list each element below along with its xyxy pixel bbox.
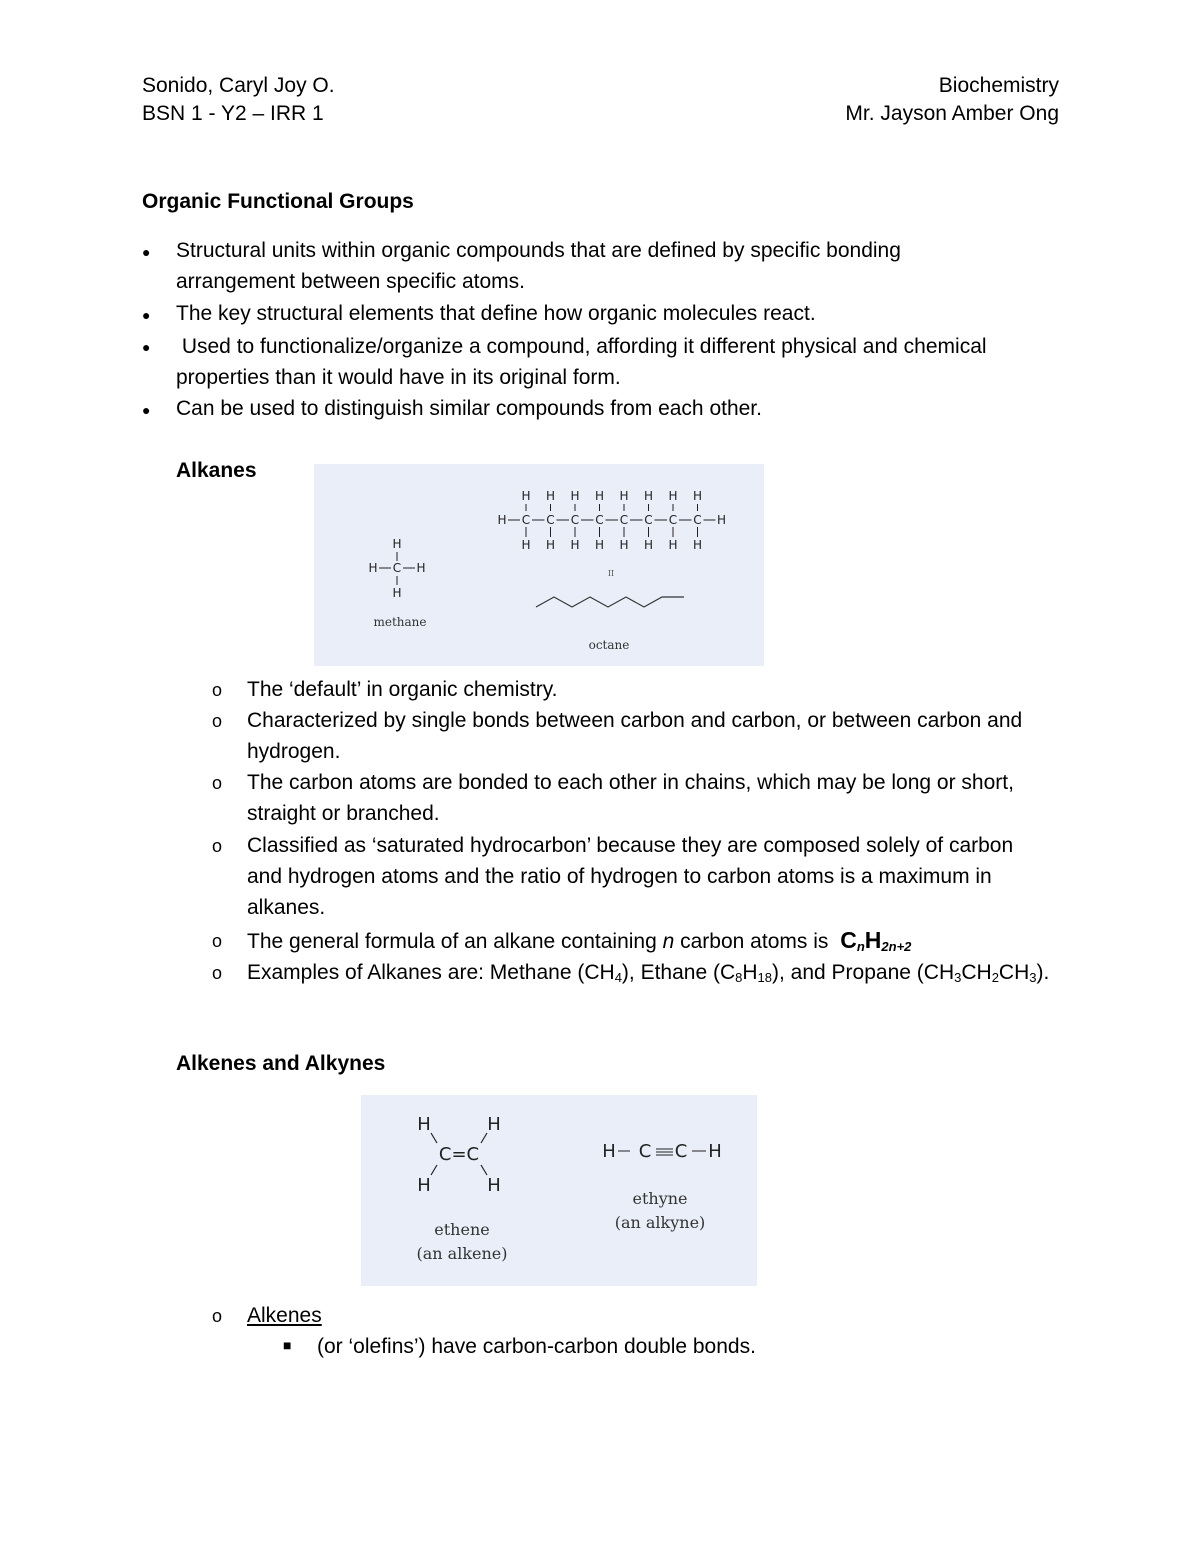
alkenes-alkynes-figure	[361, 1095, 757, 1286]
octane-c: C	[570, 513, 580, 527]
octane-h-bottom: H	[594, 538, 605, 552]
octane-c: C	[595, 513, 604, 527]
alkanes-point-4c: alkanes.	[247, 896, 326, 919]
ethene-h3: H	[417, 1175, 431, 1196]
methane-h-right: H	[416, 561, 426, 575]
intro-bullet-2: The key structural elements that define how organic molecules react.	[176, 302, 816, 325]
octane-h-bottom: H	[692, 538, 703, 552]
octane-skeletal	[536, 597, 684, 607]
student-section: BSN 1 - Y2 – IRR 1	[142, 102, 324, 125]
or-separator: II	[607, 569, 615, 578]
examples-text: H	[742, 961, 758, 984]
octane-h-bottom: H	[545, 538, 556, 552]
octane-h-left: H	[497, 513, 507, 527]
page-title: Organic Functional Groups	[142, 190, 414, 213]
octane-h-top: H	[692, 489, 703, 503]
intro-bullet-4: Can be used to distinguish similar compounds from each other.	[176, 397, 762, 420]
student-name: Sonido, Caryl Joy O.	[142, 74, 335, 97]
formula-middle: carbon atoms is	[674, 930, 835, 953]
octane-c: C	[644, 513, 653, 527]
square-bullet-icon: ■	[283, 1337, 292, 1353]
formula-c-sub: n	[856, 939, 865, 954]
octane-h-top: H	[643, 489, 654, 503]
examples-sub: 3	[954, 970, 962, 985]
ethyne-c2: C	[674, 1141, 688, 1162]
alkanes-point-2a: Characterized by single bonds between carbon and carbon, or between carbon and	[247, 709, 1023, 732]
examples-text: ), Ethane (C	[621, 961, 736, 984]
examples-sub: 8	[735, 970, 743, 985]
alkanes-structures	[314, 464, 764, 666]
octane-h-bottom: H	[619, 538, 629, 552]
formula-h: H	[864, 927, 882, 953]
alkenes-alkynes-heading: Alkenes and Alkynes	[176, 1052, 386, 1075]
alkanes-heading: Alkanes	[176, 459, 257, 482]
octane-c: C	[546, 513, 555, 527]
bullet-icon: ●	[142, 244, 151, 260]
methane-h-top: H	[392, 537, 402, 551]
ethene-label: ethene	[434, 1220, 490, 1239]
examples-sub: 2	[991, 970, 999, 985]
bullet-icon: ●	[142, 339, 151, 355]
ethyne-c1: C	[638, 1141, 652, 1162]
octane-h-bottom: H	[521, 538, 531, 552]
intro-bullet-1b: arrangement between specific atoms.	[176, 270, 526, 293]
alkenes-point-1: (or ‘olefins’) have carbon-carbon double bonds.	[317, 1335, 756, 1358]
circle-bullet-icon: o	[212, 836, 223, 856]
octane-h-top: H	[545, 489, 556, 503]
examples-text: CH	[998, 961, 1030, 984]
ethene-h2: H	[487, 1114, 501, 1135]
methane-label: methane	[373, 615, 427, 629]
octane-h-bottom: H	[570, 538, 580, 552]
octane-h-bottom: H	[668, 538, 678, 552]
examples-text: Examples of Alkanes are: Methane (CH	[247, 961, 615, 984]
circle-bullet-icon: o	[212, 963, 223, 983]
octane-c: C	[668, 513, 678, 527]
alkanes-point-1: The ‘default’ in organic chemistry.	[247, 678, 558, 701]
octane-h-right: H	[716, 513, 727, 527]
examples-text: ).	[1036, 961, 1050, 984]
alkenes-subheading: Alkenes	[247, 1304, 322, 1327]
methane-h-bottom: H	[392, 586, 402, 600]
examples-sub: 18	[757, 970, 773, 985]
formula-prefix: The general formula of an alkane containing	[247, 930, 663, 953]
alkene-alkyne-structures	[361, 1095, 757, 1286]
ethyne-sublabel: (an alkyne)	[614, 1213, 706, 1232]
ethene-sublabel: (an alkene)	[416, 1244, 508, 1263]
alkanes-figure	[314, 464, 764, 666]
circle-bullet-icon: o	[212, 1306, 223, 1326]
octane-label: octane	[588, 638, 630, 652]
intro-bullet-1a: Structural units within organic compounds that are defined by specific bonding	[176, 239, 901, 262]
intro-bullet-3a: Used to functionalize/organize a compound, affording it different physical and chemical	[176, 335, 987, 358]
bullet-icon: ●	[142, 307, 151, 323]
octane-c: C	[619, 513, 629, 527]
formula-h-sub: 2n+2	[881, 939, 912, 954]
alkanes-point-4a: Classified as ‘saturated hydrocarbon’ because they are composed solely of carbon	[247, 834, 1014, 857]
octane-h-top: H	[668, 489, 678, 503]
circle-bullet-icon: o	[212, 680, 223, 700]
ethyne-h2: H	[708, 1141, 722, 1162]
octane-h-top: H	[521, 489, 531, 503]
instructor: Mr. Jayson Amber Ong	[845, 102, 1059, 125]
ethyne-label: ethyne	[632, 1189, 688, 1208]
alkanes-point-2b: hydrogen.	[247, 740, 341, 763]
methane-c: C	[392, 561, 402, 575]
alkanes-point-3a: The carbon atoms are bonded to each other in chains, which may be long or short,	[247, 771, 1014, 794]
examples-sub: 4	[614, 970, 622, 985]
alkanes-examples	[247, 957, 1049, 993]
octane-c: C	[693, 513, 702, 527]
octane-h-bottom: H	[643, 538, 654, 552]
ethene-core: C=C	[438, 1144, 480, 1165]
bullet-icon: ●	[142, 402, 151, 418]
formula-c: C	[840, 927, 857, 953]
alkanes-point-3b: straight or branched.	[247, 802, 440, 825]
alkanes-point-4b: and hydrogen atoms and the ratio of hydrogen to carbon atoms is a maximum in	[247, 865, 992, 888]
octane-c: C	[521, 513, 531, 527]
circle-bullet-icon: o	[212, 711, 223, 731]
methane-h-left: H	[368, 561, 378, 575]
formula-n: n	[662, 930, 675, 953]
intro-bullet-3b: properties than it would have in its original form.	[176, 366, 621, 389]
ethene-h1: H	[417, 1114, 431, 1135]
ethyne-h1: H	[602, 1141, 616, 1162]
examples-text: ), and Propane (CH	[772, 961, 955, 984]
examples-sub: 3	[1029, 970, 1037, 985]
octane-h-top: H	[594, 489, 605, 503]
subject: Biochemistry	[938, 74, 1059, 97]
examples-text: CH	[961, 961, 992, 984]
ethene-h4: H	[487, 1175, 501, 1196]
circle-bullet-icon: o	[212, 931, 223, 951]
octane-h-top: H	[619, 489, 629, 503]
circle-bullet-icon: o	[212, 773, 223, 793]
octane-h-top: H	[570, 489, 580, 503]
